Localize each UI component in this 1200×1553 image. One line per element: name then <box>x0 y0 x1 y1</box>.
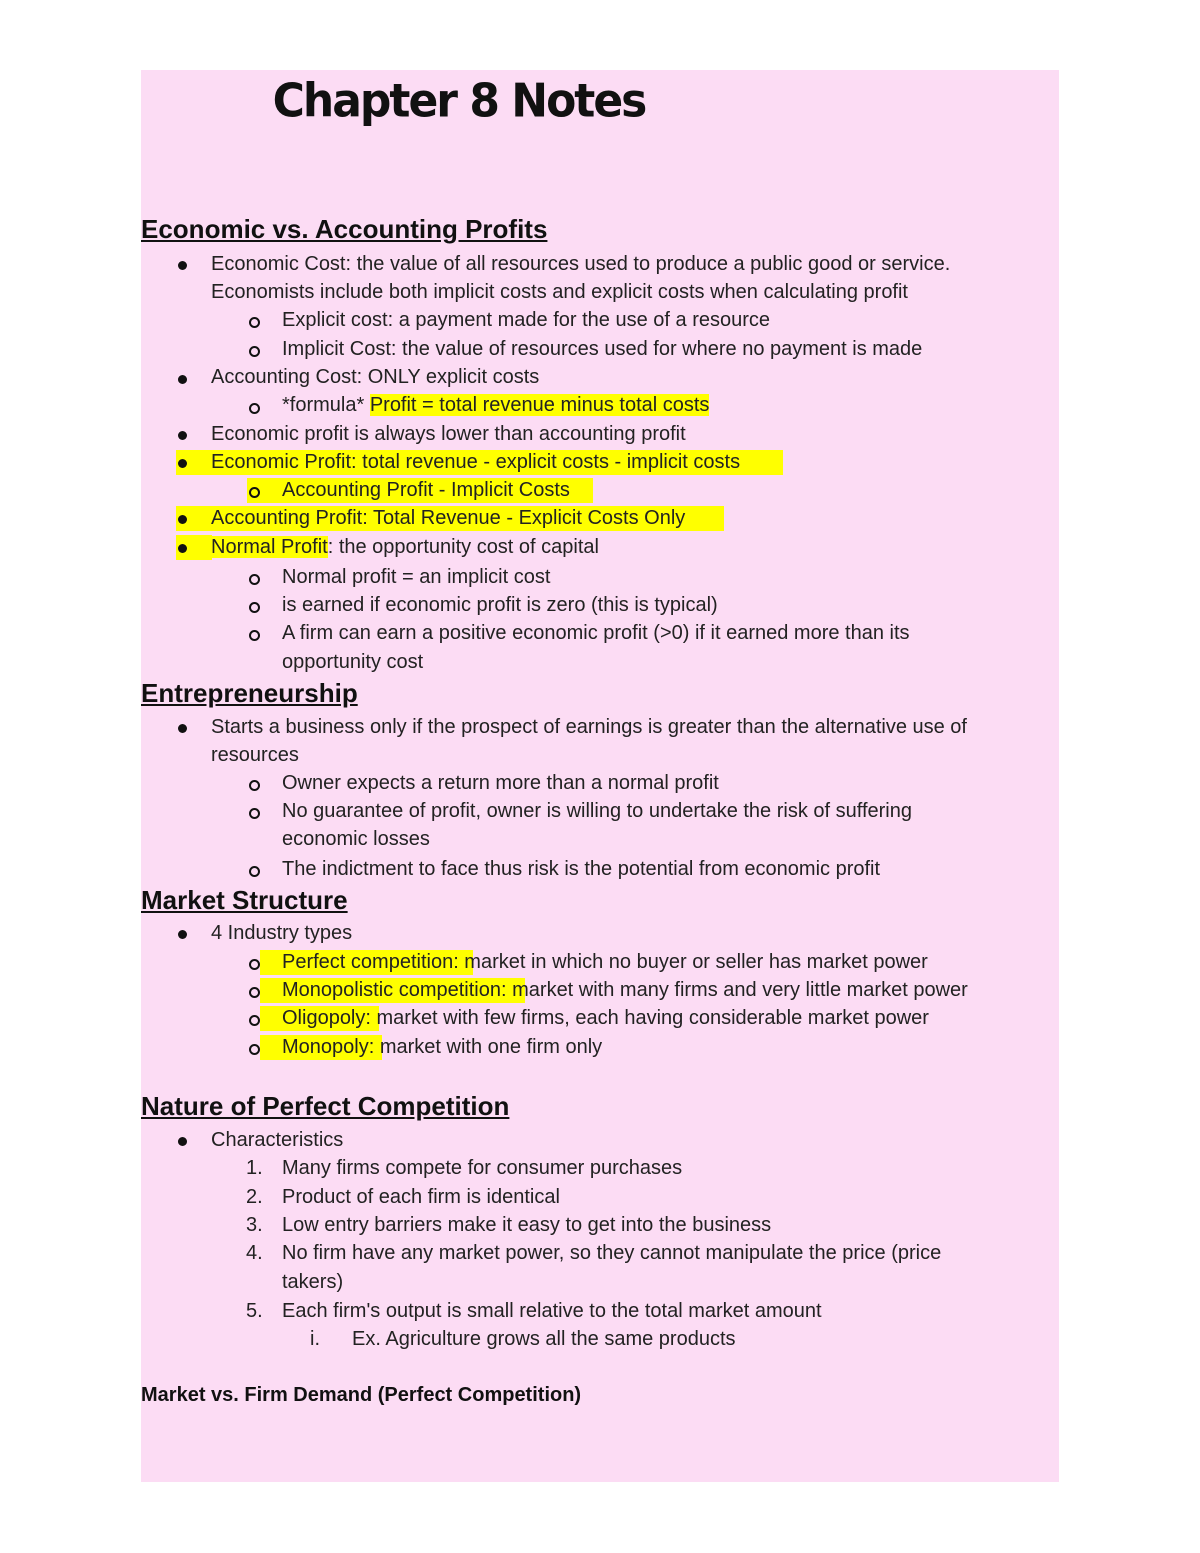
bullet-icon <box>178 544 187 553</box>
highlighted-text: Profit = total revenue minus total costs <box>369 394 710 416</box>
heading-market-vs-firm-demand: Market vs. Firm Demand (Perfect Competition) <box>141 1384 582 1406</box>
list-item <box>282 976 968 1004</box>
circle-bullet-icon <box>249 1044 260 1055</box>
circle-bullet-icon <box>249 574 260 585</box>
circle-bullet-icon <box>249 866 260 877</box>
bullet-icon <box>178 724 187 733</box>
list-item <box>211 533 599 561</box>
heading-market-structure: Market Structure <box>141 885 348 915</box>
list-number: 2. <box>246 1186 263 1208</box>
highlighted-text: Normal Profit <box>211 536 328 558</box>
list-item: is earned if economic profit is zero (this is typical) <box>282 594 718 616</box>
circle-bullet-icon <box>249 959 260 970</box>
list-item-highlighted: Economic Profit: total revenue - explicit costs - implicit costs <box>211 451 741 473</box>
circle-bullet-icon <box>249 346 260 357</box>
bullet-icon <box>178 261 187 270</box>
heading-economic-vs-accounting: Economic vs. Accounting Profits <box>141 214 548 244</box>
list-item: Implicit Cost: the value of resources used for where no payment is made <box>282 338 923 360</box>
list-item-continuation: takers) <box>282 1271 344 1293</box>
list-item: No firm have any market power, so they cannot manipulate the price (price <box>282 1242 942 1264</box>
plain-text: market with few firms, each having considerable market power <box>370 1007 929 1029</box>
list-item: Starts a business only if the prospect of earnings is greater than the alternative use of <box>211 716 967 738</box>
plain-text: market with one firm only <box>374 1036 603 1058</box>
plain-text: : the opportunity cost of capital <box>327 536 599 558</box>
list-item: 4 Industry types <box>211 922 353 944</box>
circle-bullet-icon <box>249 1015 260 1026</box>
list-item: Many firms compete for consumer purchases <box>282 1157 683 1179</box>
list-item: Economic profit is always lower than accounting profit <box>211 423 686 445</box>
bullet-icon <box>178 375 187 384</box>
highlighted-term: Oligopoly: <box>282 1007 371 1029</box>
circle-bullet-icon <box>249 780 260 791</box>
circle-bullet-icon <box>249 317 260 328</box>
list-item: Economic Cost: the value of all resources used to produce a public good or service. <box>211 253 951 275</box>
bullet-icon <box>178 1137 187 1146</box>
circle-bullet-icon <box>249 630 260 641</box>
heading-nature-of-perfect-competition: Nature of Perfect Competition <box>141 1091 510 1121</box>
list-item: Product of each firm is identical <box>282 1186 560 1208</box>
heading-entrepreneurship: Entrepreneurship <box>141 678 358 708</box>
highlighted-term: Perfect competition: <box>282 951 459 973</box>
list-item-continuation: resources <box>211 744 299 766</box>
list-number: 5. <box>246 1300 263 1322</box>
list-item <box>282 1033 602 1061</box>
list-item <box>282 391 709 419</box>
list-number: 4. <box>246 1242 263 1264</box>
list-item-highlighted: Accounting Profit - Implicit Costs <box>282 479 570 501</box>
circle-bullet-icon <box>249 487 260 498</box>
list-item: Normal profit = an implicit cost <box>282 566 551 588</box>
list-item <box>282 948 928 976</box>
circle-bullet-icon <box>249 808 260 819</box>
list-item: No guarantee of profit, owner is willing to undertake the risk of suffering <box>282 800 912 822</box>
list-item-continuation: opportunity cost <box>282 651 424 673</box>
list-item: Low entry barriers make it easy to get into the business <box>282 1214 772 1236</box>
list-item: Ex. Agriculture grows all the same products <box>352 1328 736 1350</box>
highlighted-term: Monopolistic competition: <box>282 979 507 1001</box>
list-item: The indictment to face thus risk is the potential from economic profit <box>282 858 881 880</box>
page-title: Chapter 8 Notes <box>272 74 646 129</box>
list-item-continuation: economic losses <box>282 828 430 850</box>
circle-bullet-icon <box>249 403 260 414</box>
plain-text: market with many firms and very little market power <box>506 979 968 1001</box>
highlighted-term: Monopoly: <box>282 1036 375 1058</box>
circle-bullet-icon <box>249 987 260 998</box>
bullet-icon <box>178 930 187 939</box>
list-item: Each firm's output is small relative to the total market amount <box>282 1300 822 1322</box>
list-item: Accounting Cost: ONLY explicit costs <box>211 366 540 388</box>
list-roman-numeral: i. <box>310 1328 320 1350</box>
list-item-highlighted: Accounting Profit: Total Revenue - Explicit Costs Only <box>211 507 686 529</box>
list-item: Explicit cost: a payment made for the use of a resource <box>282 309 771 331</box>
plain-text: market in which no buyer or seller has market power <box>458 951 928 973</box>
list-item <box>282 1004 929 1032</box>
bullet-icon <box>178 459 187 468</box>
list-item: A firm can earn a positive economic profit (>0) if it earned more than its <box>282 622 910 644</box>
bullet-icon <box>178 515 187 524</box>
list-item: Characteristics <box>211 1129 344 1151</box>
list-item: Owner expects a return more than a normal profit <box>282 772 719 794</box>
bullet-icon <box>178 431 187 440</box>
list-number: 1. <box>246 1157 263 1179</box>
list-item-continuation: Economists include both implicit costs and explicit costs when calculating profit <box>211 281 908 303</box>
formula-label: *formula* <box>282 394 370 416</box>
list-number: 3. <box>246 1214 263 1236</box>
circle-bullet-icon <box>249 602 260 613</box>
